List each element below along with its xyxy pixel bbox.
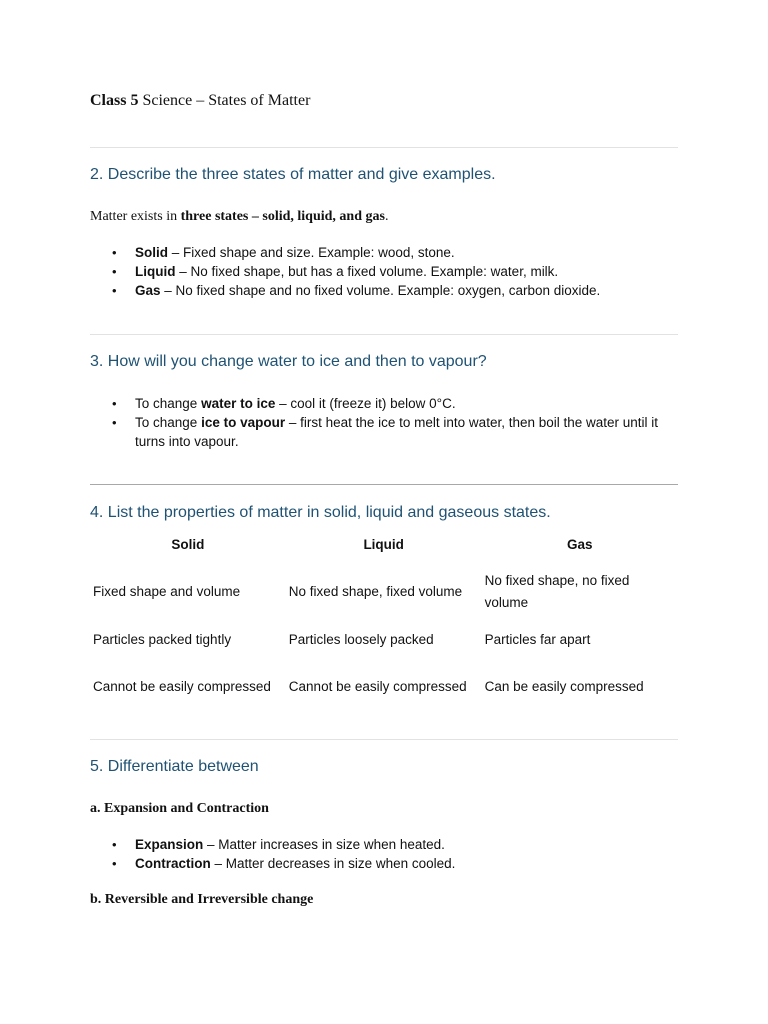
column-header-liquid: Liquid [363, 537, 404, 552]
divider [90, 334, 678, 335]
question-3-heading: 3. How will you change water to ice and then to vapour? [90, 353, 487, 370]
table-row [90, 627, 678, 653]
q5-text-expansion: – Matter increases in size when heated. [203, 837, 445, 852]
list-item [135, 394, 678, 413]
q2-text-solid: – Fixed shape and size. Example: wood, stone. [168, 245, 455, 260]
list-item [135, 262, 678, 281]
q2-term-liquid: Liquid [135, 264, 176, 279]
q3-text-1: – cool it (freeze it) below 0°C. [275, 396, 456, 411]
table-row [90, 653, 678, 721]
column-header-gas: Gas [567, 537, 593, 552]
list-item [135, 854, 678, 873]
q3-pre-2: To change [135, 415, 202, 430]
q5-term-contraction: Contraction [135, 856, 211, 871]
title-rest: Science – States of Matter [138, 92, 311, 109]
table-cell: Particles far apart [484, 632, 591, 647]
table-cell: No fixed shape, fixed volume [288, 584, 463, 599]
question-5-heading: 5. Differentiate between [90, 758, 259, 775]
table-header-row [90, 533, 678, 557]
q2-list [90, 243, 678, 300]
divider [90, 484, 678, 485]
question-4-heading: 4. List the properties of matter in solid, liquid and gaseous states. [90, 504, 551, 521]
q2-term-gas: Gas [135, 283, 161, 298]
table-cell: Cannot be easily compressed [288, 679, 467, 694]
q5-list [90, 835, 678, 873]
table-cell: Particles packed tightly [93, 632, 232, 647]
q2-intro [90, 209, 388, 225]
table-row [90, 557, 678, 627]
q2-intro-bold: three states – solid, liquid, and gas [180, 209, 385, 224]
table-cell: Cannot be easily compressed [93, 679, 271, 694]
q3-term-2: ice to vapour [201, 415, 286, 430]
title-bold: Class 5 [90, 92, 139, 109]
divider [90, 147, 678, 148]
question-2-heading: 2. Describe the three states of matter and give examples. [90, 166, 496, 183]
table-cell: Can be easily compressed [484, 679, 644, 694]
q2-term-solid: Solid [135, 245, 168, 260]
table-cell: Particles loosely packed [288, 632, 434, 647]
column-header-solid: Solid [171, 537, 205, 552]
subheading-a: a. Expansion and Contraction [90, 801, 269, 816]
q3-pre-1: To change [135, 396, 202, 411]
q5-text-contraction: – Matter decreases in size when cooled. [210, 856, 456, 871]
q2-intro-post: . [384, 209, 389, 224]
q3-list [90, 394, 678, 451]
table-cell: No fixed shape, no fixed volume [484, 573, 630, 610]
divider [90, 739, 678, 740]
list-item [135, 413, 678, 451]
q2-intro-pre: Matter exists in [90, 209, 181, 224]
q2-text-liquid: – No fixed shape, but has a fixed volume. Example: water, milk. [175, 264, 559, 279]
list-item [135, 243, 678, 262]
q3-text-2: – first heat the ice to melt into water, then boil the water until it turns into vapour. [135, 415, 659, 449]
q3-term-1: water to ice [201, 396, 276, 411]
page-title [90, 92, 310, 110]
list-item [135, 281, 678, 300]
q5-term-expansion: Expansion [135, 837, 204, 852]
table-cell: Fixed shape and volume [93, 584, 241, 599]
properties-table [90, 533, 678, 721]
q2-text-gas: – No fixed shape and no fixed volume. Example: oxygen, carbon dioxide. [160, 283, 601, 298]
subheading-b: b. Reversible and Irreversible change [90, 892, 314, 907]
list-item [135, 835, 678, 854]
